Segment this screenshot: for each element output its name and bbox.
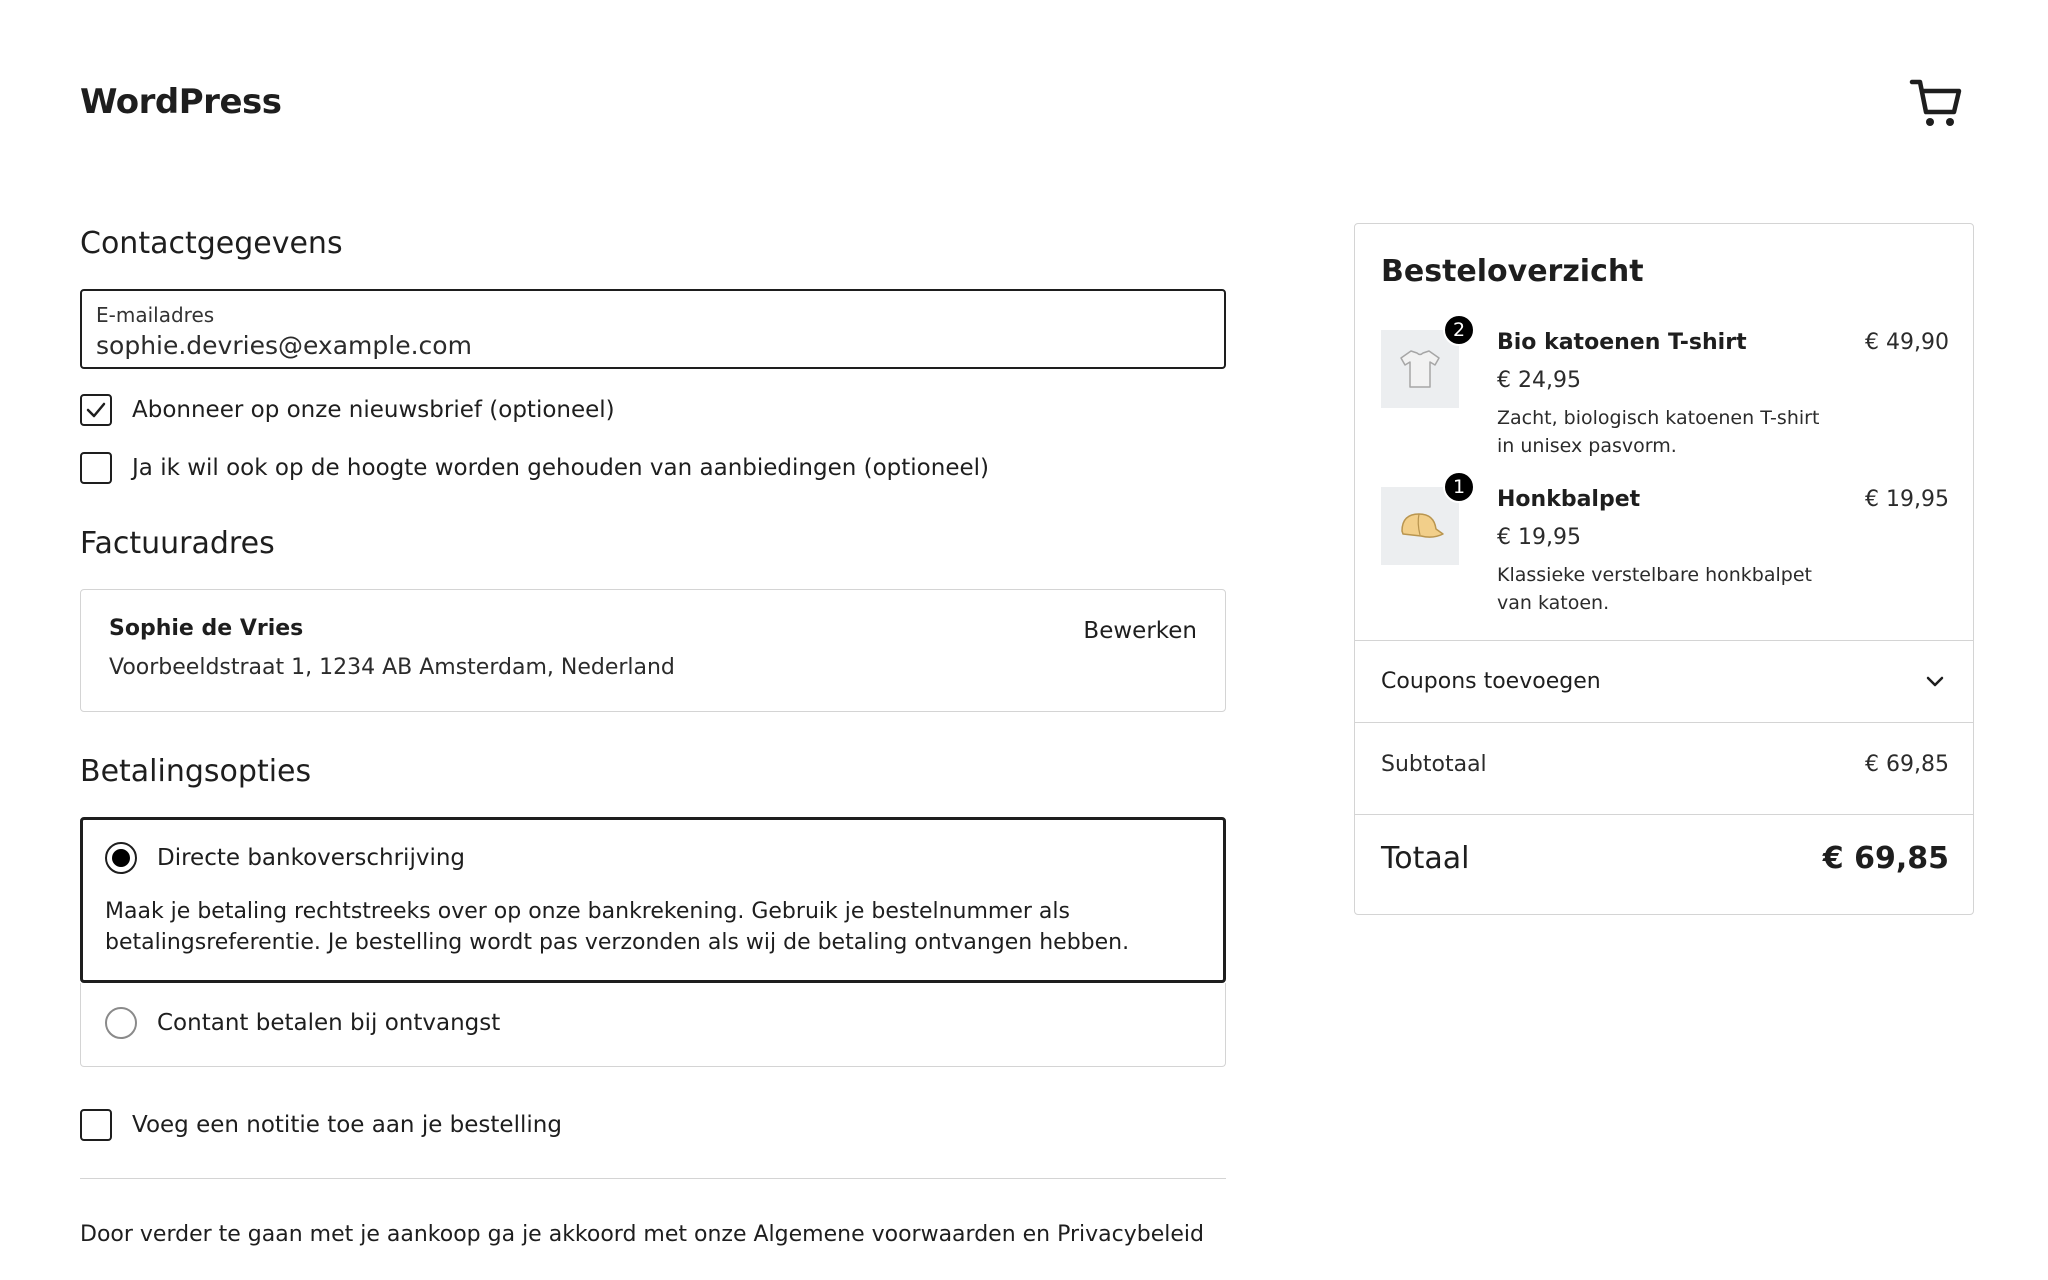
order-note-checkbox[interactable] xyxy=(80,1109,112,1141)
product-unit-price: € 19,95 xyxy=(1497,525,1581,550)
product-name: Honkbalpet xyxy=(1497,487,1641,512)
checkmark-icon xyxy=(85,399,107,421)
edit-address-button[interactable]: Bewerken xyxy=(1083,618,1197,644)
newsletter-label: Abonneer op onze nieuwsbrief (optioneel) xyxy=(132,397,615,423)
order-summary xyxy=(1354,223,1974,915)
product-line-total: € 49,90 xyxy=(1865,330,1949,355)
billing-address-card xyxy=(80,589,1226,712)
bank-transfer-radio[interactable] xyxy=(105,842,137,874)
payment-option-bank-transfer[interactable] xyxy=(80,817,1226,983)
terms-notice: Door verder te gaan met je aankoop ga je akkoord met onze Algemene voorwaarden en Privacybeleid xyxy=(80,1222,1204,1247)
cap-icon xyxy=(1393,501,1447,551)
email-field[interactable] xyxy=(80,289,1226,369)
newsletter-option[interactable] xyxy=(80,394,615,426)
order-note-option[interactable] xyxy=(80,1109,562,1141)
total-label: Totaal xyxy=(1381,841,1470,876)
quantity-badge: 2 xyxy=(1443,314,1475,346)
billing-section-title: Factuuradres xyxy=(80,526,275,561)
email-label: E-mailadres xyxy=(96,303,215,327)
product-unit-price: € 24,95 xyxy=(1497,368,1581,393)
cash-on-delivery-label: Contant betalen bij ontvangst xyxy=(157,1010,501,1036)
payment-section-title: Betalingsopties xyxy=(80,754,312,789)
subtotal-label: Subtotaal xyxy=(1381,752,1487,777)
product-description: Klassieke verstelbare honkbalpet van katoen. xyxy=(1497,564,1812,614)
contact-section-title: Contactgegevens xyxy=(80,226,343,261)
offers-option[interactable] xyxy=(80,452,989,484)
subtotal-row xyxy=(1381,752,1949,777)
email-input[interactable] xyxy=(96,331,1210,360)
cash-on-delivery-radio[interactable] xyxy=(105,1007,137,1039)
subtotal-value: € 69,85 xyxy=(1865,752,1949,777)
product-line-total: € 19,95 xyxy=(1865,487,1949,512)
cart-button[interactable] xyxy=(1908,74,1964,130)
section-divider xyxy=(80,1178,1226,1179)
payment-option-cash-on-delivery[interactable] xyxy=(80,983,1226,1067)
billing-address: Voorbeeldstraat 1, 1234 AB Amsterdam, Nederland xyxy=(109,655,675,680)
bank-transfer-label: Directe bankoverschrijving xyxy=(157,845,466,871)
bank-transfer-description: Maak je betaling rechtstreeks over op onze bankrekening. Gebruik je bestelnummer als betalingsreferentie. Je bestelling wordt pas verzonden als wij de betaling ontvangen hebben. xyxy=(105,899,1130,955)
payment-options xyxy=(80,817,1226,1067)
site-brand[interactable]: WordPress xyxy=(80,82,282,122)
product-description: Zacht, biologisch katoenen T-shirt in unisex pasvorm. xyxy=(1497,407,1820,457)
radio-selected-dot xyxy=(112,849,130,867)
cart-icon xyxy=(1908,74,1964,130)
chevron-down-icon xyxy=(1923,669,1947,693)
billing-name: Sophie de Vries xyxy=(109,616,304,641)
offers-checkbox[interactable] xyxy=(80,452,112,484)
order-note-label: Voeg een notitie toe aan je bestelling xyxy=(132,1112,562,1138)
product-name: Bio katoenen T-shirt xyxy=(1497,330,1747,355)
coupon-label: Coupons toevoegen xyxy=(1381,668,1601,694)
summary-divider xyxy=(1355,722,1973,723)
summary-divider xyxy=(1355,814,1973,815)
total-value: € 69,85 xyxy=(1822,841,1949,876)
total-row xyxy=(1381,841,1949,876)
quantity-badge: 1 xyxy=(1443,471,1475,503)
tshirt-icon xyxy=(1395,344,1445,394)
coupon-toggle[interactable] xyxy=(1355,640,1973,722)
newsletter-checkbox[interactable] xyxy=(80,394,112,426)
order-summary-title: Besteloverzicht xyxy=(1381,254,1644,289)
offers-label: Ja ik wil ook op de hoogte worden gehouden van aanbiedingen (optioneel) xyxy=(132,455,989,481)
